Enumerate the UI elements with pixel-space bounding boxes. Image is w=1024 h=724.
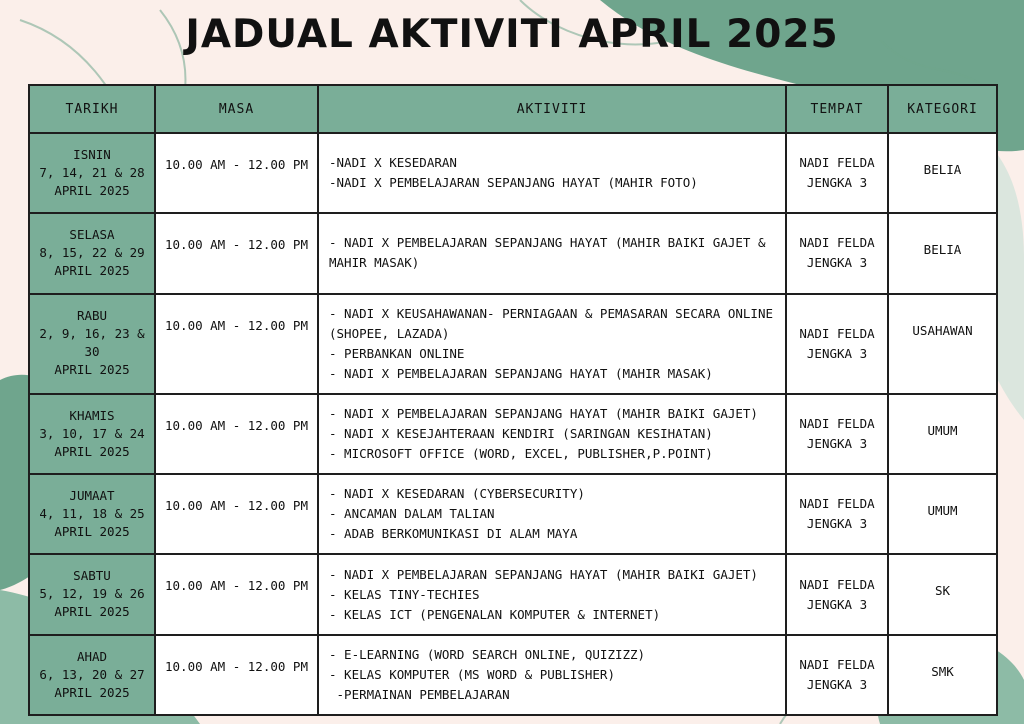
place-cell: NADI FELDA JENGKA 3 [786,474,888,554]
category-cell: SK [888,554,997,634]
activity-cell [318,474,786,554]
month: APRIL 2025 [54,361,130,377]
activity-cell [318,635,786,715]
dates: 6, 13, 20 & 27 [39,666,145,682]
activity-item: - NADI X PEMBELAJARAN SEPANJANG HAYAT (MAHIR BAIKI GAJET & MAHIR MASAK) [329,235,774,271]
place-cell: NADI FELDA JENGKA 3 [786,635,888,715]
place-cell: NADI FELDA JENGKA 3 [786,213,888,293]
day-name: JUMAAT [69,488,115,504]
activity-cell [318,394,786,474]
day-name: SABTU [73,568,111,584]
day-name: AHAD [76,648,108,664]
column-header-kategori: KATEGORI [888,85,997,133]
table-row [29,554,997,634]
category-cell: SMK [888,635,997,715]
day-name: SELASA [69,227,115,243]
table-row [29,213,997,293]
category-cell: UMUM [888,394,997,474]
table-row [29,133,997,213]
dates: 8, 15, 22 & 29 [39,245,145,261]
place-cell: NADI FELDA JENGKA 3 [786,133,888,213]
activity-cell [318,213,786,293]
date-cell [29,133,155,213]
category-cell: BELIA [888,213,997,293]
month: APRIL 2025 [54,263,130,279]
activity-item: - NADI X KEUSAHAWANAN- PERNIAGAAN & PEMASARAN SECARA ONLINE (SHOPEE, LAZADA) [329,305,781,341]
activity-item: - MICROSOFT OFFICE (WORD, EXCEL, PUBLISHER,P.POINT) [329,446,713,461]
column-header-masa: MASA [155,85,318,133]
month: APRIL 2025 [54,684,130,700]
month: APRIL 2025 [54,183,130,198]
place-cell: NADI FELDA JENGKA 3 [786,394,888,474]
date-cell [29,213,155,293]
day-name: RABU [76,307,108,323]
activity-item: - KELAS KOMPUTER (MS WORD & PUBLISHER) [329,666,615,682]
activity-item: - ANCAMAN DALAM TALIAN [329,506,495,522]
month: APRIL 2025 [54,604,130,620]
category-cell: USAHAWAN [888,294,997,394]
activity-item: -NADI X KESEDARAN [329,155,457,171]
page-title: JADUAL AKTIVITI APRIL 2025 [185,12,839,57]
activity-item: - NADI X PEMBELAJARAN SEPANJANG HAYAT (MAHIR BAIKI GAJET) [329,566,758,582]
activity-item: - KELAS ICT (PENGENALAN KOMPUTER & INTERNET) [329,606,661,622]
activity-item: - NADI X PEMBELAJARAN SEPANJANG HAYAT (MAHIR BAIKI GAJET) [329,406,758,421]
table-row [29,474,997,554]
time-cell: 10.00 AM - 12.00 PM [155,294,318,394]
activity-item: -NADI X PEMBELAJARAN SEPANJANG HAYAT (MAHIR FOTO) [329,175,698,191]
month: APRIL 2025 [54,524,130,540]
activity-item: - ADAB BERKOMUNIKASI DI ALAM MAYA [329,526,578,542]
activity-item: - KELAS TINY-TECHIES [329,586,480,602]
table-row [29,635,997,715]
column-header-aktiviti: AKTIVITI [318,85,786,133]
month: APRIL 2025 [54,443,130,459]
table-row [29,394,997,474]
table-row [29,294,997,394]
dates: 7, 14, 21 & 28 [39,165,145,180]
dates: 4, 11, 18 & 25 [39,506,145,522]
time-cell: 10.00 AM - 12.00 PM [155,213,318,293]
time-cell: 10.00 AM - 12.00 PM [155,133,318,213]
activity-cell [318,133,786,213]
activity-cell [318,554,786,634]
category-cell: BELIA [888,133,997,213]
dates: 3, 10, 17 & 24 [39,425,145,441]
category-cell: UMUM [888,474,997,554]
date-cell [29,635,155,715]
day-name: KHAMIS [69,407,115,423]
date-cell [29,474,155,554]
dates: 2, 9, 16, 23 & 30 [39,325,145,359]
activity-item: -PERMAINAN PEMBELAJARAN [329,686,510,702]
table-header-row [29,85,997,133]
activity-item: - PERBANKAN ONLINE [329,345,465,361]
column-header-tempat: TEMPAT [786,85,888,133]
date-cell [29,394,155,474]
column-header-tarikh: TARIKH [29,85,155,133]
activity-cell [318,294,786,394]
activity-item: - NADI X KESEJAHTERAAN KENDIRI (SARINGAN KESIHATAN) [329,426,713,441]
time-cell: 10.00 AM - 12.00 PM [155,474,318,554]
time-cell: 10.00 AM - 12.00 PM [155,554,318,634]
activity-item: - NADI X PEMBELAJARAN SEPANJANG HAYAT (MAHIR MASAK) [329,365,713,381]
time-cell: 10.00 AM - 12.00 PM [155,635,318,715]
date-cell [29,294,155,394]
time-cell: 10.00 AM - 12.00 PM [155,394,318,474]
date-cell [29,554,155,634]
day-name: ISNIN [73,147,111,162]
place-cell: NADI FELDA JENGKA 3 [786,554,888,634]
place-cell: NADI FELDA JENGKA 3 [786,294,888,394]
dates: 5, 12, 19 & 26 [39,586,145,602]
activity-item: - NADI X KESEDARAN (CYBERSECURITY) [329,486,585,502]
activity-item: - E-LEARNING (WORD SEARCH ONLINE, QUIZIZZ) [329,646,646,662]
schedule-table [28,84,998,716]
